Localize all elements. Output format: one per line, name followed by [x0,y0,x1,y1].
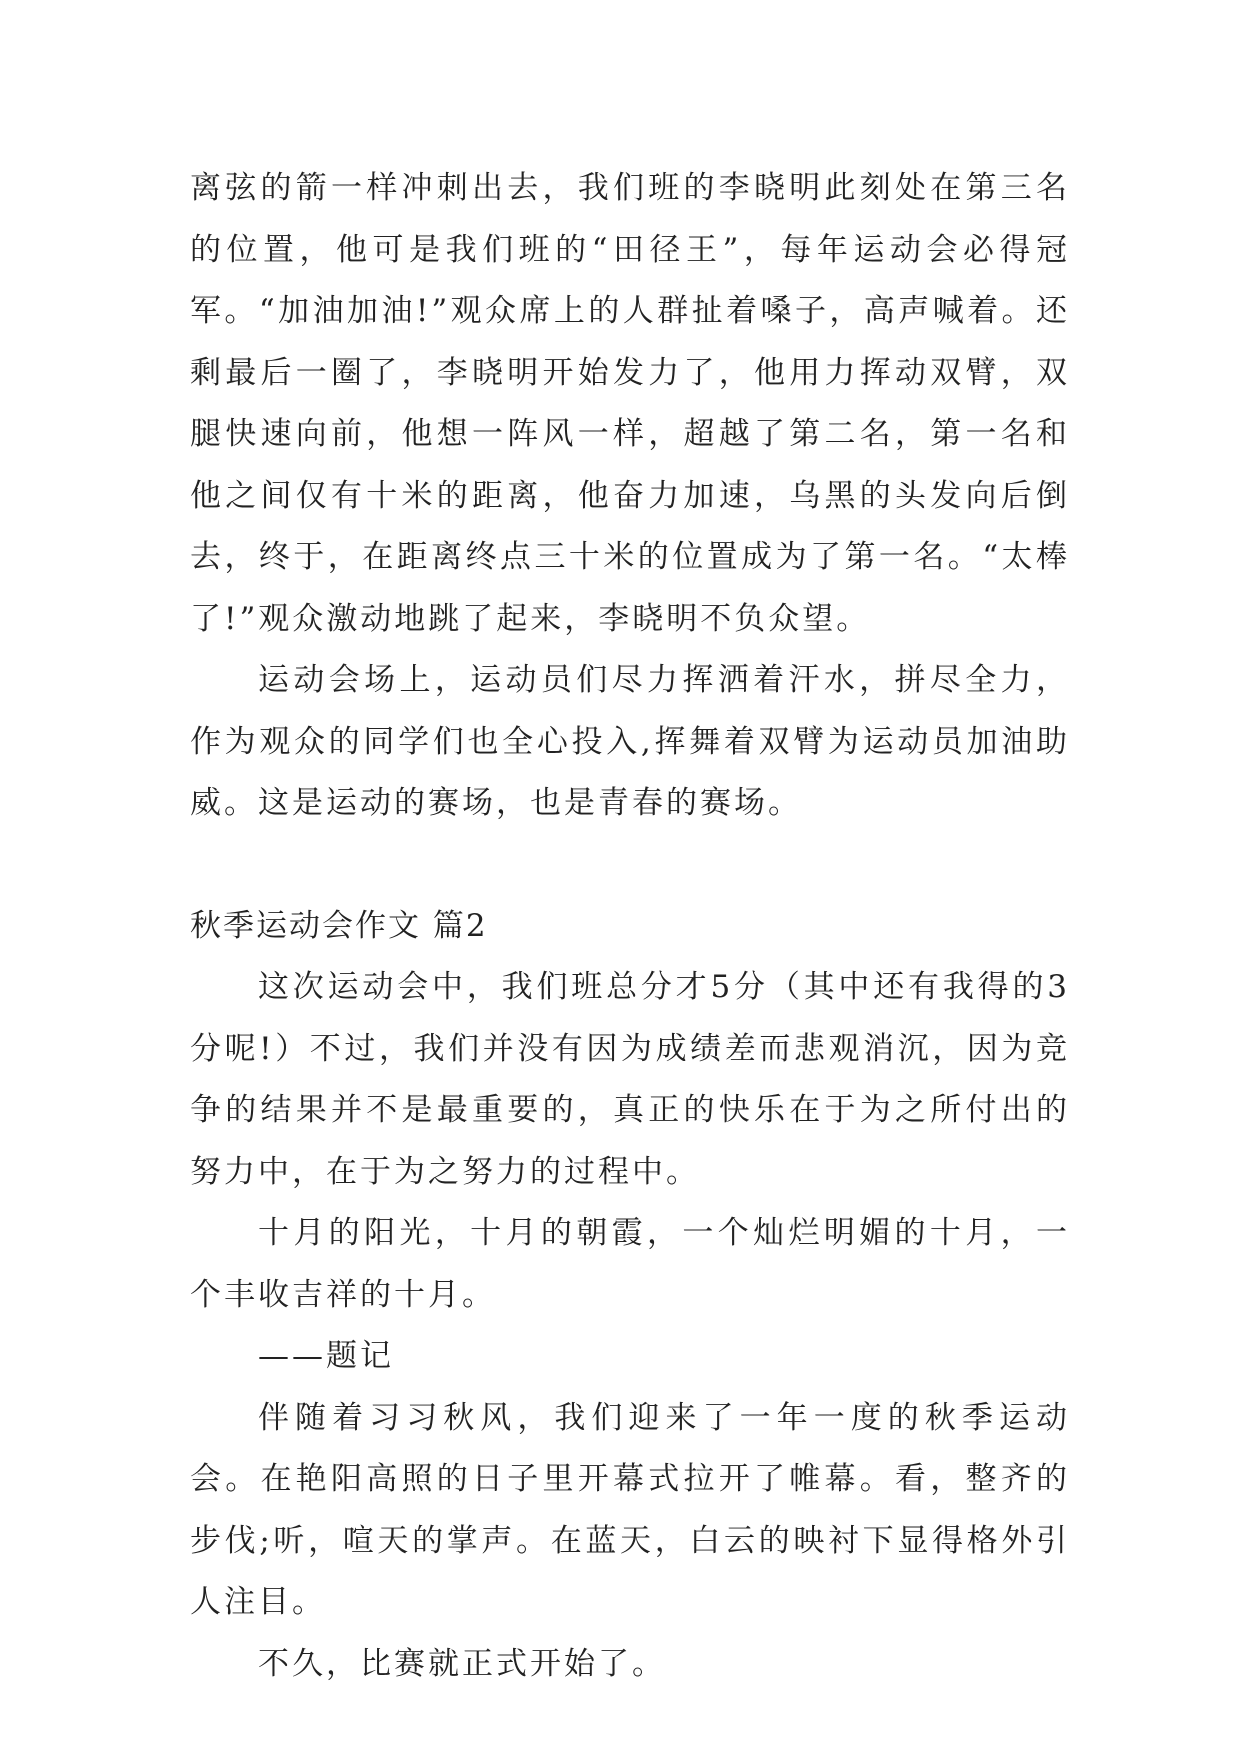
paragraph: 不久，比赛就正式开始了。 [258,1645,666,1682]
paragraph: 这次运动会中，我们班总分才5分（其中还有我得的3分呢!）不过，我们并没有因为成绩差而悲观消沉，因为竞争的结果并不是最重要的，真正的快乐在于为之所付出的努力中，在于为之努力的过程中。 [190,969,1070,1190]
paragraph: 伴随着习习秋风，我们迎来了一年一度的秋季运动会。在艳阳高照的日子里开幕式拉开了帷幕。看，整齐的步伐;听，喧天的掌声。在蓝天，白云的映衬下显得格外引人注目。 [190,1399,1070,1620]
epigraph-attribution: ——题记 [258,1338,394,1374]
document-body [190,158,1070,1695]
paragraph: 运动会场上，运动员们尽力挥洒着汗水，拼尽全力，作为观众的同学们也全心投入,挥舞着双臂为运动员加油助威。这是运动的赛场，也是青春的赛场。 [190,662,1070,821]
paragraph: 十月的阳光，十月的朝霞，一个灿烂明媚的十月，一个丰收吉祥的十月。 [190,1215,1070,1313]
paragraph: 离弦的箭一样冲刺出去，我们班的李晓明此刻处在第三名的位置，他可是我们班的“田径王”，每年运动会必得冠军。“加油加油!”观众席上的人群扯着嗓子，高声喊着。还剩最后一圈了，李晓明开始发力了，他用力挥动双臂，双腿快速向前，他想一阵风一样，超越了第二名，第一名和他之间仅有十米的距离，他奋力加速，乌黑的头发向后倒去，终于，在距离终点三十米的位置成为了第一名。“太棒了!”观众激动地跳了起来，李晓明不负众望。 [190,170,1070,637]
section-heading: 秋季运动会作文 篇2 [190,907,488,944]
